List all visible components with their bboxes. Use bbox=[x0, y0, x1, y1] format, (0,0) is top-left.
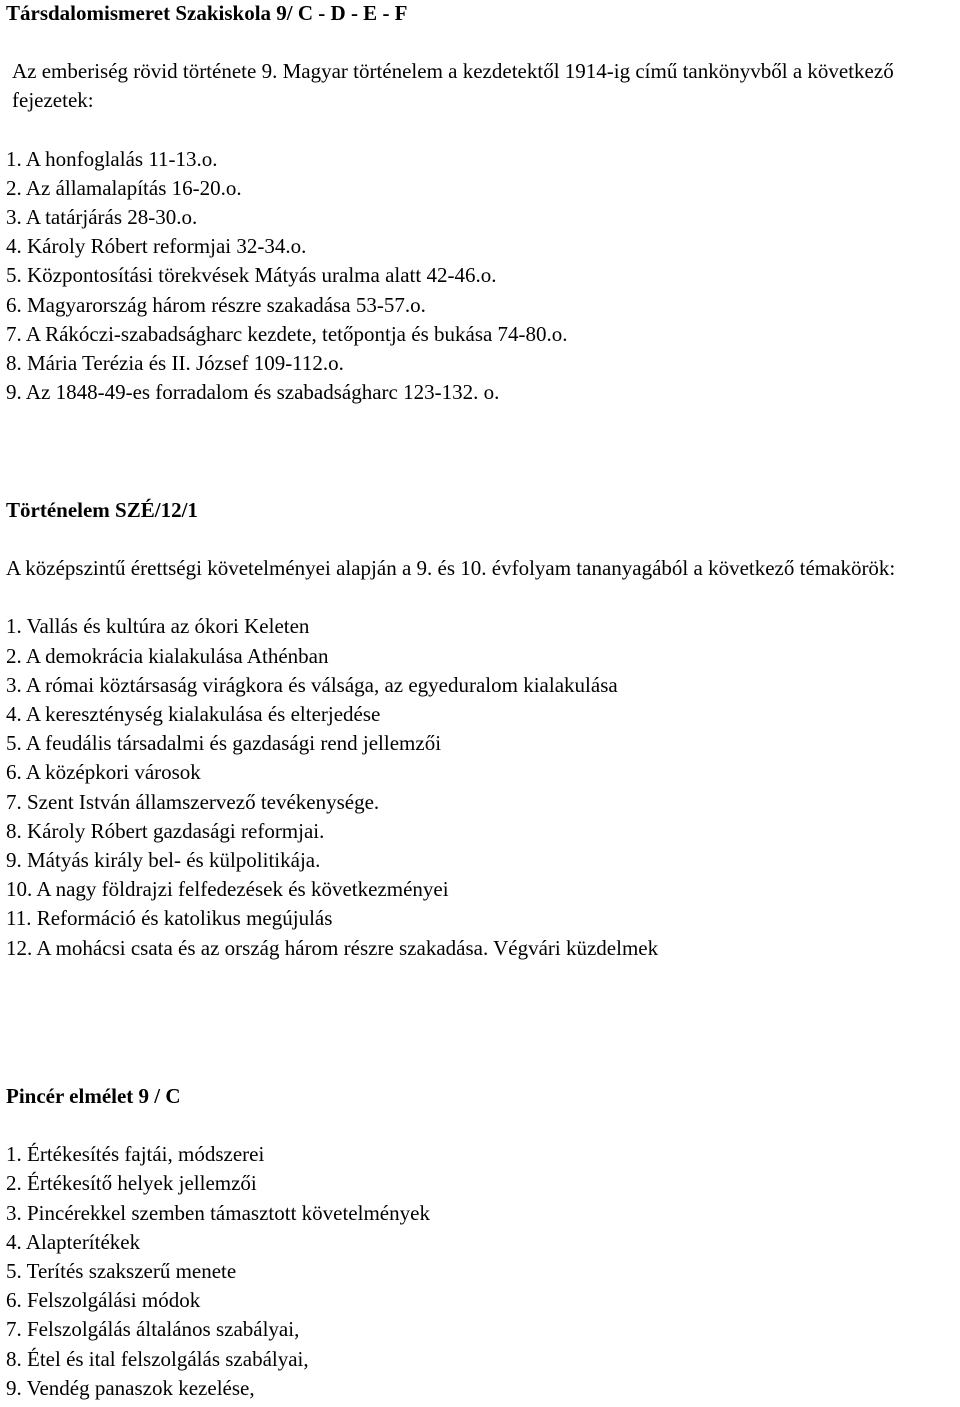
list-item: 1. A honfoglalás 11-13.o. bbox=[6, 146, 218, 171]
list-item: 6. Felszolgálási módok bbox=[6, 1288, 201, 1313]
list-item: 7. Szent István államszervező tevékenysége. bbox=[6, 789, 380, 814]
list-item: 6. Magyarország három részre szakadása 53-57.o. bbox=[6, 292, 426, 317]
section-2-list bbox=[6, 612, 956, 962]
section-social-studies bbox=[6, 0, 956, 407]
section-history bbox=[6, 496, 956, 963]
list-item: 3. A tatárjárás 28-30.o. bbox=[6, 205, 198, 230]
list-item: 9. Mátyás király bel- és külpolitikája. bbox=[6, 848, 321, 873]
list-item: 10. A nagy földrajzi felfedezések és következményei bbox=[6, 877, 449, 902]
list-item: 4. A kereszténység kialakulása és elterjedése bbox=[6, 702, 381, 727]
section-3-title: Pincér elmélet 9 / C bbox=[6, 1084, 181, 1108]
section-waiter-theory bbox=[6, 1082, 956, 1403]
list-item: 4. Károly Róbert reformjai 32-34.o. bbox=[6, 234, 307, 259]
list-item: 2. Az államalapítás 16-20.o. bbox=[6, 175, 242, 200]
list-item: 2. Értékesítő helyek jellemzői bbox=[6, 1171, 257, 1196]
section-2-title: Történelem SZÉ/12/1 bbox=[6, 498, 198, 522]
list-item: 3. A római köztársaság virágkora és válsága, az egyeduralom kialakulása bbox=[6, 672, 618, 697]
list-item: 7. Felszolgálás általános szabályai, bbox=[6, 1317, 300, 1342]
list-item: 5. Terítés szakszerű menete bbox=[6, 1259, 237, 1284]
section-2-intro: A középszintű érettségi követelményei alapján a 9. és 10. évfolyam tananyagából a következő témakörök: bbox=[6, 556, 896, 581]
list-item: 5. A feudális társadalmi és gazdasági rend jellemzői bbox=[6, 731, 442, 756]
list-item: 9. Vendég panaszok kezelése, bbox=[6, 1375, 255, 1400]
list-item: 8. Mária Terézia és II. József 109-112.o. bbox=[6, 351, 344, 376]
list-item: 8. Károly Róbert gazdasági reformjai. bbox=[6, 818, 325, 843]
list-item: 5. Központosítási törekvések Mátyás uralma alatt 42-46.o. bbox=[6, 263, 497, 288]
list-item: 9. Az 1848-49-es forradalom és szabadságharc 123-132. o. bbox=[6, 380, 500, 405]
list-item: 1. Vallás és kultúra az ókori Keleten bbox=[6, 614, 310, 639]
section-1-intro: Az emberiség rövid története 9. Magyar történelem a kezdetektől 1914-ig című tankönyvből a következő fejezetek: bbox=[12, 59, 894, 113]
list-item: 7. A Rákóczi-szabadságharc kezdete, tetőpontja és bukása 74-80.o. bbox=[6, 321, 568, 346]
list-item: 4. Alapterítékek bbox=[6, 1229, 141, 1254]
list-item: 12. A mohácsi csata és az ország három részre szakadása. Végvári küzdelmek bbox=[6, 935, 659, 960]
list-item: 8. Étel és ital felszolgálás szabályai, bbox=[6, 1346, 309, 1371]
list-item: 3. Pincérekkel szemben támasztott követelmények bbox=[6, 1200, 430, 1225]
section-1-list bbox=[6, 145, 956, 408]
list-item: 1. Értékesítés fajtái, módszerei bbox=[6, 1142, 265, 1167]
list-item: 6. A középkori városok bbox=[6, 760, 201, 785]
list-item: 11. Reformáció és katolikus megújulás bbox=[6, 906, 333, 931]
section-1-title: Társdalomismeret Szakiskola 9/ C - D - E - F bbox=[6, 1, 408, 25]
section-3-list bbox=[6, 1140, 956, 1403]
list-item: 2. A demokrácia kialakulása Athénban bbox=[6, 643, 329, 668]
